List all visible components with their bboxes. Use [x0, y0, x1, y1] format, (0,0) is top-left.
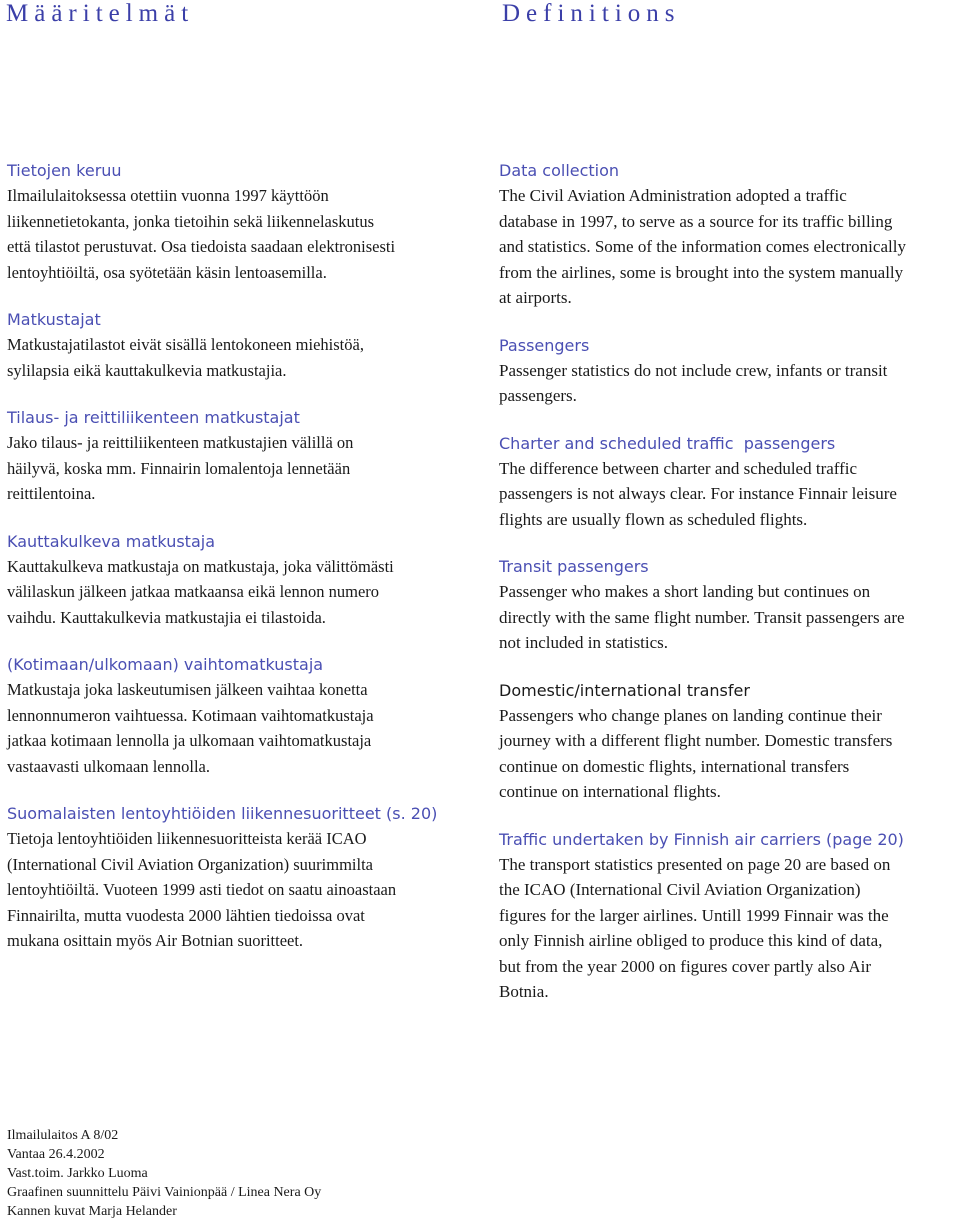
body-line: from the airlines, some is brought into the system manually: [499, 262, 904, 282]
body-line: lentoyhtiöiltä. Vuoteen 1999 asti tiedot on saatu ainoastaan: [7, 880, 397, 899]
body-line: Passenger who makes a short landing but continues on: [499, 582, 871, 601]
body-line: at airports.: [499, 288, 572, 307]
section-heading: Traffic undertaken by Finnish air carriers (page 20): [499, 829, 904, 849]
body-line: not included in statistics.: [499, 633, 669, 652]
section-body: [499, 183, 957, 311]
body-line: The difference between charter and scheduled traffic: [499, 458, 858, 478]
body-line: jatkaa kotimaan lennolla ja ulkomaan vaihtomatkustaja: [7, 731, 372, 750]
body-line: journey with a different flight number. Domestic transfers: [499, 731, 893, 750]
section-liikennesuoritteet: [7, 801, 477, 954]
body-line: continue on international flights.: [499, 782, 721, 801]
section-heading: Domestic/international transfer: [499, 680, 750, 700]
section-heading: Passengers: [499, 335, 590, 355]
body-line: but from the year 2000 on figures cover partly also Air: [499, 956, 872, 976]
section-finnish-carriers-traffic: [499, 827, 957, 1005]
body-line: continue on domestic flights, international transfers: [499, 756, 850, 776]
colophon-line: Kannen kuvat Marja Helander: [7, 1204, 177, 1219]
section-body: [7, 332, 477, 383]
body-line: flights are usually flown as scheduled flights.: [499, 509, 808, 529]
body-line: (International Civil Aviation Organization) suurimmilta: [7, 854, 373, 874]
section-heading: Tilaus- ja reittiliikenteen matkustajat: [7, 408, 300, 427]
body-line: figures for the larger airlines. Untill 1999 Finnair was the: [499, 905, 889, 925]
section-body: [7, 677, 477, 779]
section-body: [499, 852, 957, 1005]
body-line: Passenger statistics do not include crew, infants or transit: [499, 360, 888, 380]
body-line: Kauttakulkeva matkustaja on matkustaja, joka välittömästi: [7, 556, 394, 576]
body-line: Matkustaja joka laskeutumisen jälkeen vaihtaa konetta: [7, 680, 368, 699]
section-charter-scheduled: [499, 431, 957, 533]
section-body: [7, 430, 477, 507]
body-line: lentoyhtiöiltä, osa syötetään käsin lentoasemilla.: [7, 262, 327, 282]
body-line: Tietoja lentoyhtiöiden liikennesuoritteista kerää ICAO: [7, 829, 367, 848]
section-heading: Kauttakulkeva matkustaja: [7, 531, 216, 551]
english-column: [499, 158, 957, 1005]
section-tietojen-keruu: [7, 158, 477, 285]
section-body: [499, 456, 957, 533]
colophon-line: Vantaa 26.4.2002: [7, 1147, 105, 1162]
body-line: Passengers who change planes on landing continue their: [499, 705, 882, 725]
body-line: database in 1997, to serve as a source for its traffic billing: [499, 211, 893, 231]
section-tilaus-ja-reittiliikenne: [7, 405, 477, 507]
section-heading: Suomalaisten lentoyhtiöiden liikennesuoritteet (s. 20): [7, 804, 438, 823]
section-body: [499, 358, 957, 409]
section-heading: Matkustajat: [7, 310, 101, 329]
finnish-column: [7, 158, 477, 954]
section-data-collection: [499, 158, 957, 311]
body-line: and statistics. Some of the information comes electronically: [499, 237, 906, 256]
colophon-line: Vast.toim. Jarkko Luoma: [7, 1166, 148, 1181]
body-line: häilyvä, koska mm. Finnairin lomalentoja lennetään: [7, 458, 351, 478]
section-heading: Tietojen keruu: [7, 161, 122, 180]
body-line: välilaskun jälkeen jatkaa matkaansa eikä lennon numero: [7, 582, 380, 601]
colophon-line: Ilmailulaitos A 8/02: [7, 1128, 119, 1143]
section-transit-passengers: [499, 554, 957, 656]
body-line: passengers is not always clear. For instance Finnair leisure: [499, 484, 897, 503]
body-line: liikennetietokanta, jonka tietoihin sekä liikennelaskutus: [7, 211, 375, 231]
section-passengers: [499, 333, 957, 409]
section-body: [7, 826, 477, 954]
body-line: vastaavasti ulkomaan lennolla.: [7, 756, 210, 776]
section-heading: Transit passengers: [499, 557, 649, 576]
section-kauttakulkeva: [7, 529, 477, 631]
body-line: reittilentoina.: [7, 484, 96, 503]
body-line: Jako tilaus- ja reittiliikenteen matkustajien välillä on: [7, 433, 354, 452]
section-heading: Data collection: [499, 161, 620, 180]
body-line: mukana osittain myös Air Botnian suoritteet.: [7, 931, 304, 950]
section-body: [7, 554, 477, 631]
body-line: The Civil Aviation Administration adopted a traffic: [499, 186, 847, 205]
section-matkustajat: [7, 307, 477, 383]
body-line: sylilapsia eikä kauttakulkevia matkustajia.: [7, 360, 287, 380]
body-line: Botnia.: [499, 982, 549, 1001]
body-line: only Finnish airline obliged to produce this kind of data,: [499, 931, 883, 950]
body-line: the ICAO (International Civil Aviation Organization): [499, 880, 861, 899]
body-line: The transport statistics presented on page 20 are based on: [499, 854, 891, 874]
section-heading: (Kotimaan/ulkomaan) vaihtomatkustaja: [7, 655, 324, 674]
body-line: Finnairilta, mutta vuodesta 2000 lähtien tiedoissa ovat: [7, 905, 365, 925]
section-domestic-international-transfer: [499, 678, 957, 805]
colophon: [7, 1126, 321, 1221]
body-line: vaihdu. Kauttakulkevia matkustajia ei tilastoida.: [7, 607, 326, 627]
section-heading: Charter and scheduled traffic passengers: [499, 433, 836, 453]
section-body: [7, 183, 477, 285]
body-line: lennonnumeron vaihtuessa. Kotimaan vaihtomatkustaja: [7, 705, 374, 725]
body-line: että tilastot perustuvat. Osa tiedoista saadaan elektronisesti: [7, 237, 396, 256]
section-vaihtomatkustaja: [7, 652, 477, 779]
section-body: [499, 579, 957, 656]
page-title-english: Definitions: [502, 0, 681, 27]
body-line: directly with the same flight number. Transit passengers are: [499, 607, 905, 627]
body-line: Matkustajatilastot eivät sisällä lentokoneen miehistöä,: [7, 335, 364, 354]
colophon-line: Graafinen suunnittelu Päivi Vainionpää / Linea Nera Oy: [7, 1185, 322, 1200]
page-title-finnish: Määritelmät: [6, 0, 195, 27]
body-line: passengers.: [499, 386, 577, 405]
body-line: Ilmailulaitoksessa otettiin vuonna 1997 käyttöön: [7, 186, 329, 205]
section-body: [499, 703, 957, 805]
